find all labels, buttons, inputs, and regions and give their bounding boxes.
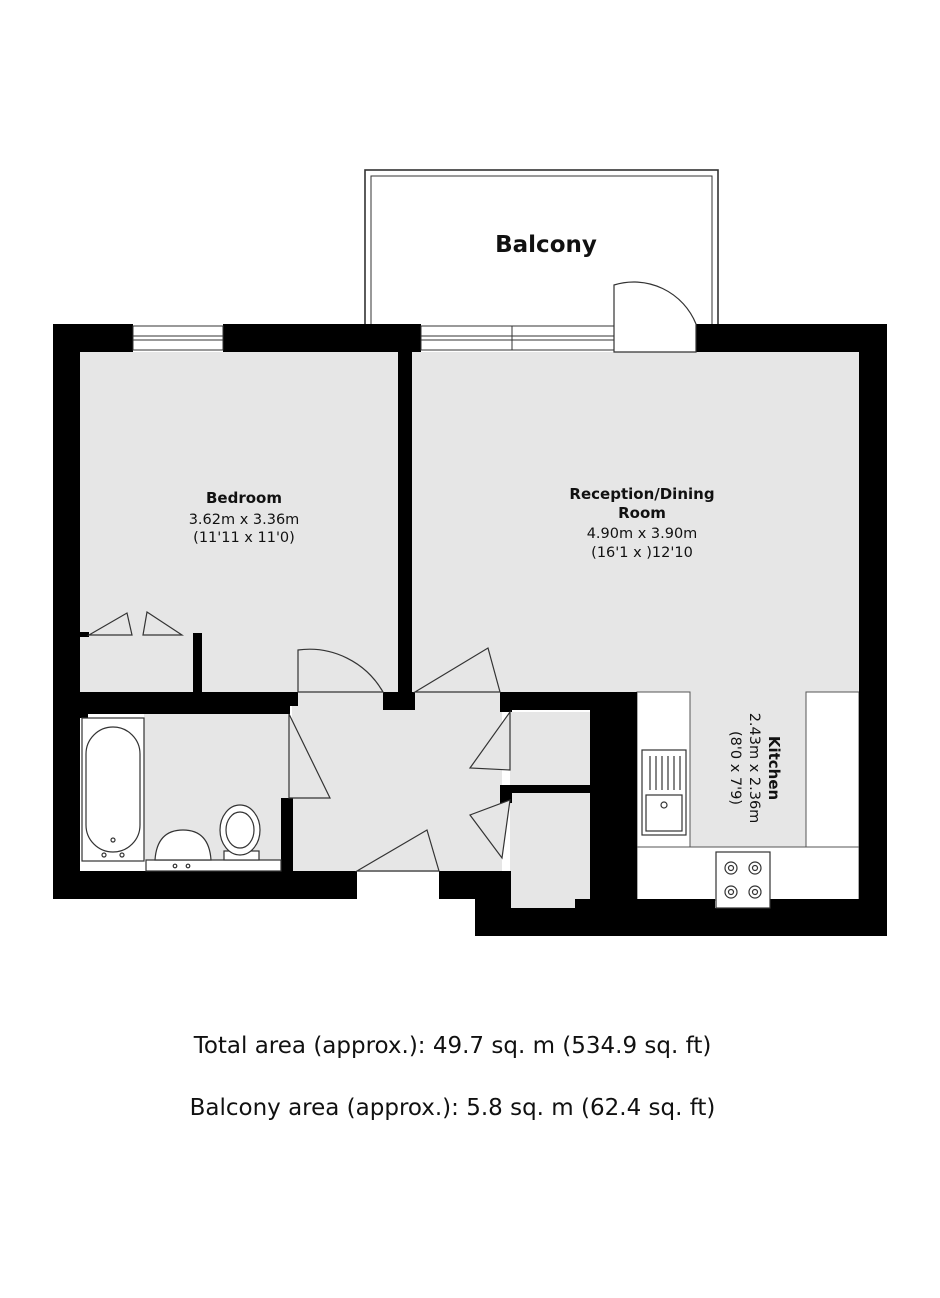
floors bbox=[80, 352, 859, 911]
bathtub-basin-icon bbox=[86, 727, 140, 852]
bedroom-size-imperial: (11'11 x 11'0) bbox=[193, 530, 295, 546]
wall-divider-foot bbox=[383, 692, 415, 710]
reception-size-imperial: (16'1 x )12'10 bbox=[591, 545, 693, 561]
bathtub-drain-icon bbox=[111, 838, 115, 842]
kitchen-name: Kitchen bbox=[765, 735, 783, 801]
wall-top-right bbox=[696, 324, 887, 352]
kitchen-size-metric: 2.43m x 2.36m bbox=[746, 712, 762, 824]
washbasin-counter-icon bbox=[146, 860, 281, 871]
reception-name-line2: Room bbox=[618, 504, 666, 522]
wall-bottom-kitchen-r bbox=[770, 899, 887, 911]
wardrobe-wall-left bbox=[53, 632, 89, 637]
wall-bottom-right bbox=[475, 908, 887, 936]
cupboard-2-floor bbox=[510, 793, 590, 911]
bedroom-window bbox=[133, 326, 223, 350]
total-area: Total area (approx.): 49.7 sq. m (534.9 sq. ft) bbox=[193, 1033, 712, 1059]
wall-cupboard-left bbox=[500, 692, 512, 712]
wall-divider bbox=[398, 352, 412, 692]
wall-cupboard-right bbox=[590, 692, 637, 911]
reception-window bbox=[421, 326, 614, 350]
wall-bottom-left bbox=[53, 871, 357, 899]
balcony-label: Balcony bbox=[495, 232, 597, 258]
reception-size-metric: 4.90m x 3.90m bbox=[586, 526, 698, 542]
bedroom-size-metric: 3.62m x 3.36m bbox=[188, 512, 300, 528]
hallway-floor bbox=[292, 692, 502, 872]
balcony-area: Balcony area (approx.): 5.8 sq. m (62.4 sq. ft) bbox=[189, 1095, 716, 1121]
kitchen-size-imperial: (8'0 x 7'9) bbox=[727, 731, 743, 805]
wall-left bbox=[53, 324, 80, 899]
reception-name-line1: Reception/Dining bbox=[569, 485, 715, 503]
reception-floor bbox=[412, 352, 859, 695]
cupboard-1-floor bbox=[510, 712, 590, 785]
wall-cupboard-mid bbox=[505, 785, 595, 793]
wardrobe-floor bbox=[80, 635, 193, 693]
wall-bedroom-bottom bbox=[80, 692, 298, 706]
bedroom-name: Bedroom bbox=[206, 489, 282, 507]
hob-icon bbox=[716, 852, 770, 908]
wall-top-mid bbox=[223, 324, 421, 352]
wardrobe-wall bbox=[193, 633, 202, 695]
wall-bath-top bbox=[80, 706, 290, 714]
wall-bath-right bbox=[281, 798, 293, 871]
wall-right bbox=[859, 324, 887, 936]
